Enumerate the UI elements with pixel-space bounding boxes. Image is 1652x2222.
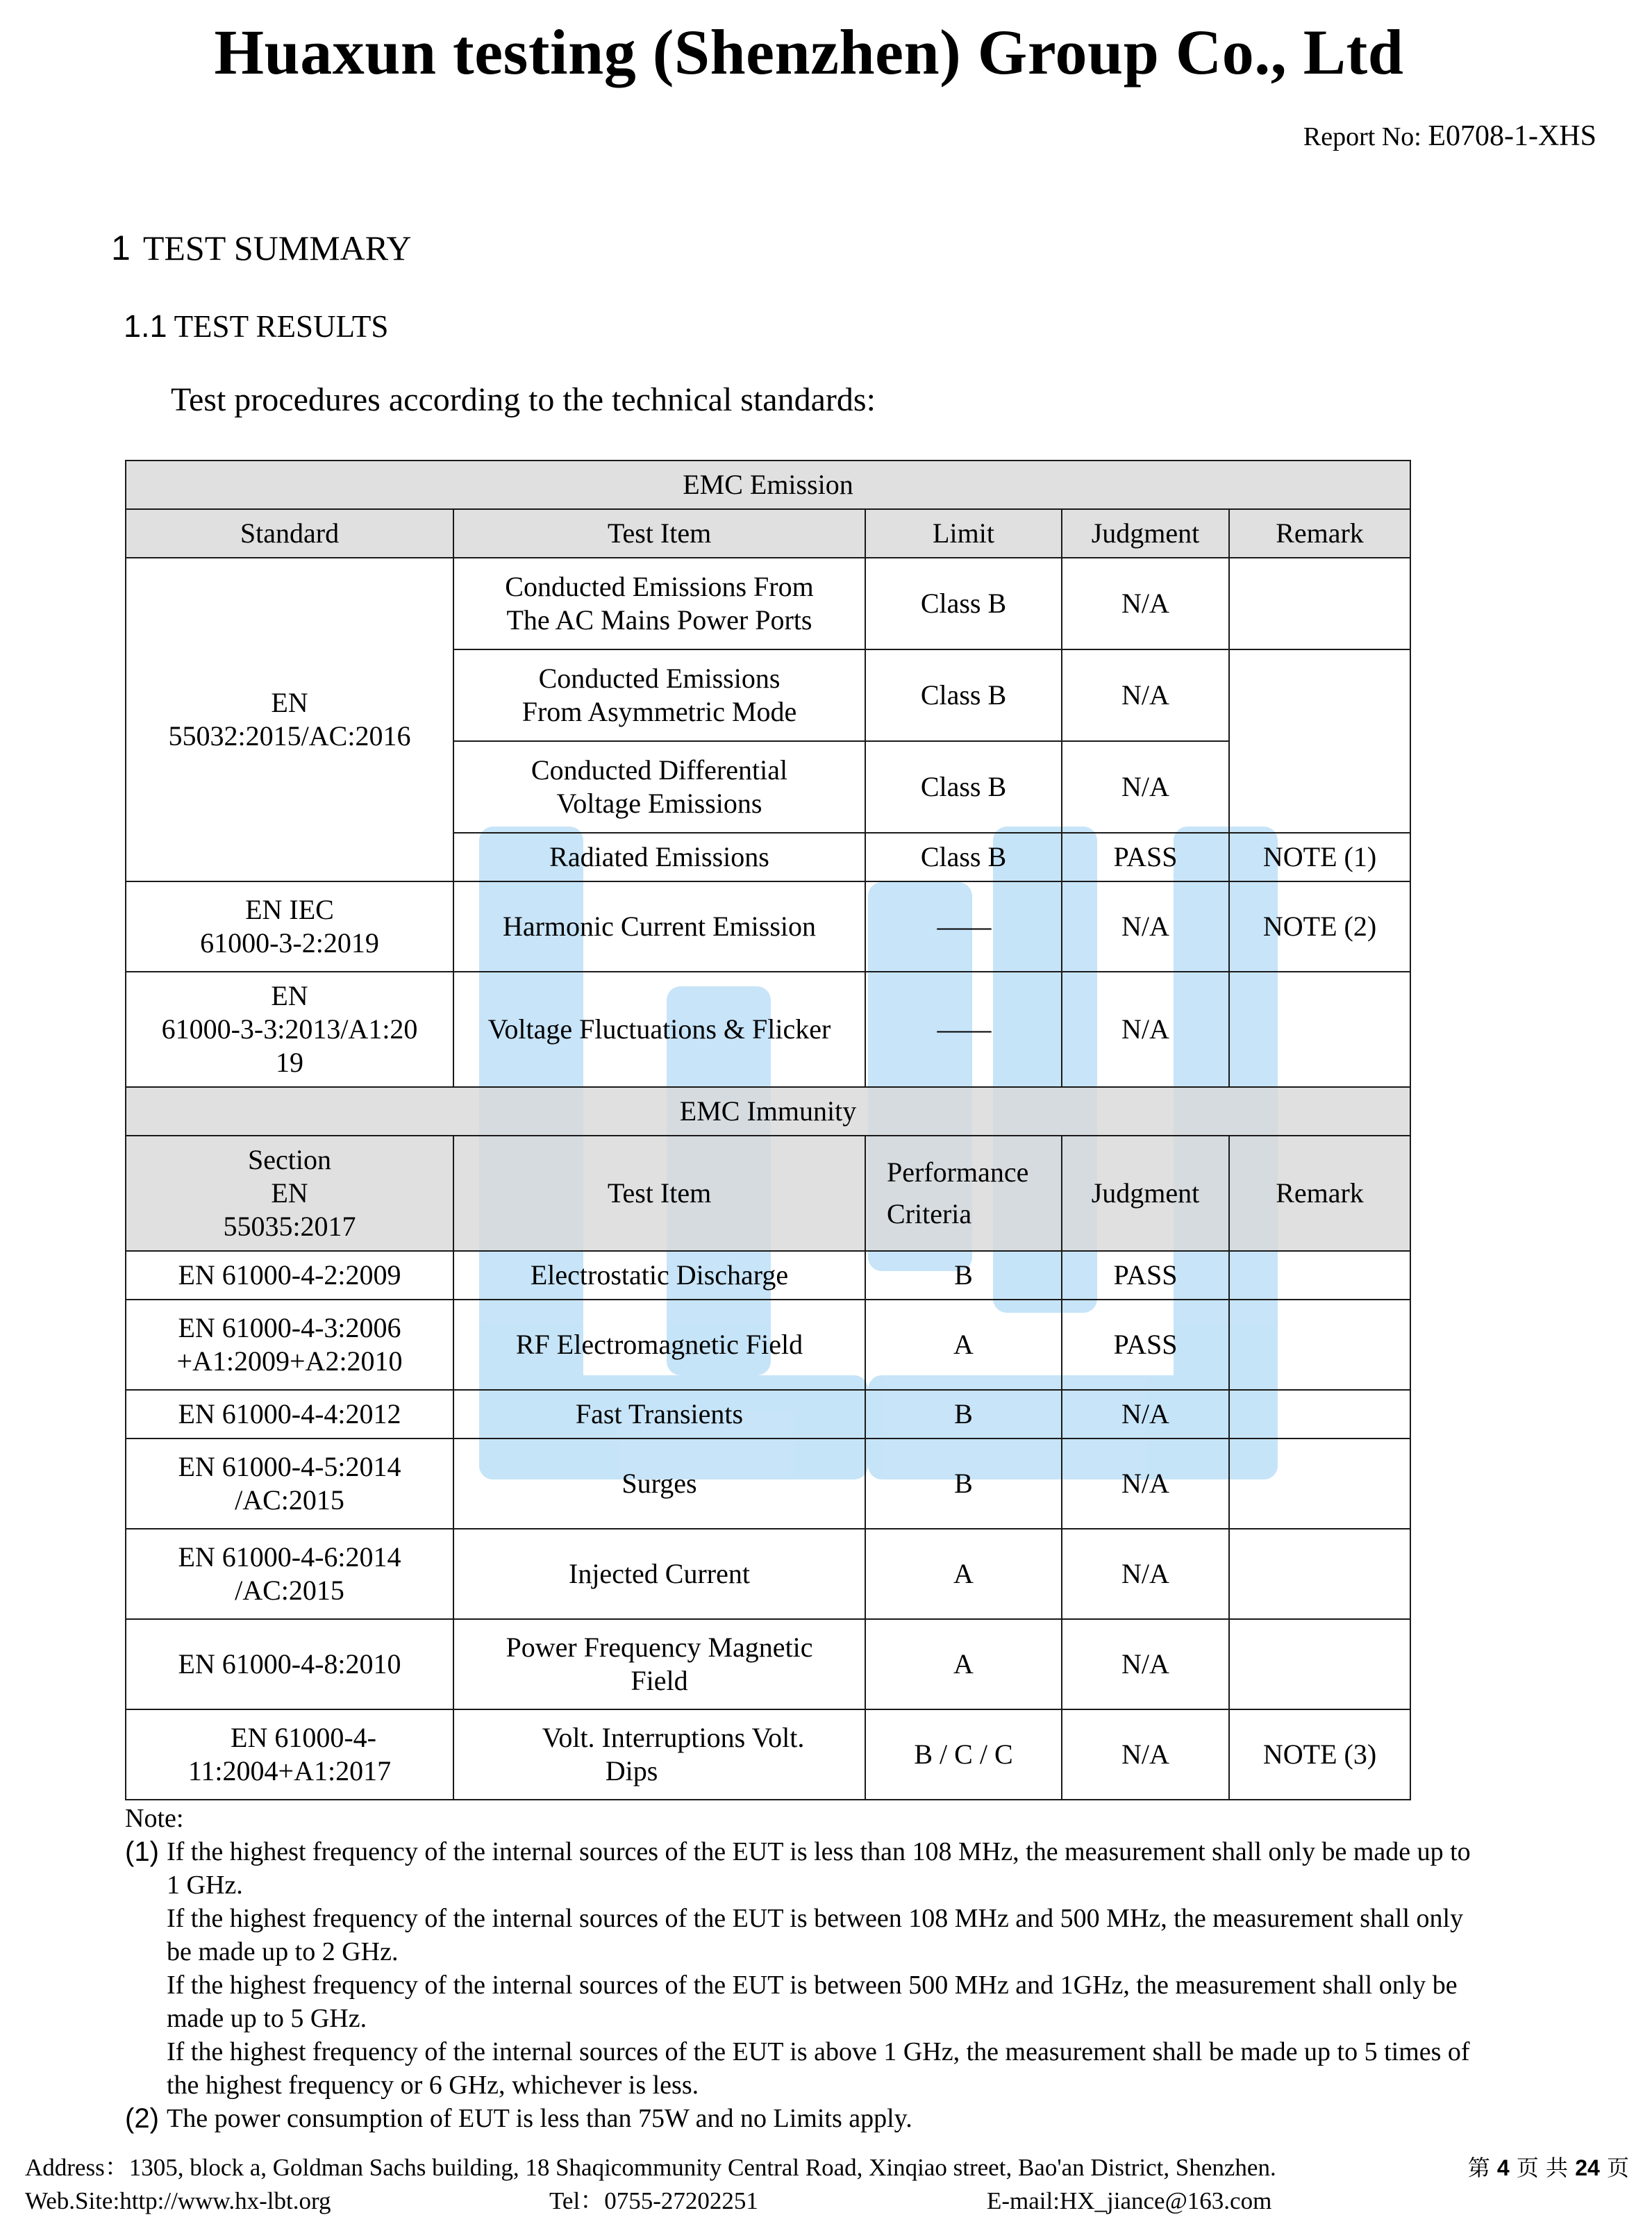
heading-text: TEST RESULTS [174, 309, 389, 344]
remark-cell: NOTE (1) [1229, 833, 1410, 881]
column-header [865, 1136, 1062, 1251]
column-header-line: Section [248, 1144, 331, 1175]
heading-number: 1 [111, 229, 131, 267]
remark-cell [1229, 1390, 1410, 1439]
standard-line: +A1:2009+A2:2010 [176, 1345, 403, 1377]
standard-line: 19 [276, 1047, 303, 1078]
notes-title: Note: [125, 1804, 184, 1833]
test-results-table [125, 460, 1411, 1800]
note-line: If the highest frequency of the internal sources of the EUT is between 500 MHz and 1GHz, the measurement shall only be made up to 5 GHz. [167, 1971, 1458, 2033]
column-header-line: Performance [887, 1156, 1029, 1188]
note-line: If the highest frequency of the internal sources of the EUT is between 108 MHz and 500 MHz, the measurement shall only be made up to 2 GHz. [167, 1904, 1464, 1966]
standard-line: /AC:2015 [235, 1484, 344, 1516]
standard-line: EN 61000-4-3:2006 [178, 1312, 401, 1343]
limit-cell: Class B [865, 741, 1062, 833]
page-prefix: 第 [1467, 2155, 1490, 2181]
section-title-emission: EMC Emission [126, 461, 1410, 509]
standard-cell [126, 1709, 453, 1800]
heading-text: TEST SUMMARY [142, 229, 412, 267]
remark-cell [1229, 1439, 1410, 1529]
test-item-line: Power Frequency Magnetic [506, 1632, 813, 1663]
criteria-cell: B [865, 1439, 1062, 1529]
standard-cell [126, 1439, 453, 1529]
column-header-line: 55035:2017 [223, 1211, 356, 1242]
standard-line: EN [271, 687, 308, 718]
test-item-cell: Harmonic Current Emission [453, 881, 865, 972]
standard-cell [126, 558, 453, 881]
test-item-cell: Voltage Fluctuations & Flicker [453, 972, 865, 1087]
test-item-line: Voltage Emissions [556, 788, 762, 819]
judgment-cell: N/A [1062, 558, 1229, 649]
footer-tel: Tel：0755-27202251 [549, 2187, 758, 2214]
standard-cell [126, 1529, 453, 1619]
table-row [126, 558, 1410, 649]
criteria-cell: B [865, 1390, 1062, 1439]
remark-cell [1229, 1251, 1410, 1300]
test-item-cell: Injected Current [453, 1529, 865, 1619]
page-suffix: 页 [1606, 2155, 1629, 2181]
intro-text: Test procedures according to the technical standards: [171, 381, 876, 418]
note-item [125, 1835, 1479, 2102]
remark-cell: NOTE (3) [1229, 1709, 1410, 1800]
page-footer [25, 2151, 1629, 2218]
standard-cell [126, 972, 453, 1087]
table-row [126, 1529, 1410, 1619]
standard-cell: EN 61000-4-8:2010 [126, 1619, 453, 1709]
standard-line: EN 61000-4-6:2014 [178, 1541, 401, 1573]
footer-website: Web.Site:http://www.hx-lbt.org [25, 2187, 331, 2214]
note-marker: (1) [125, 1837, 159, 1867]
table-row [126, 972, 1410, 1087]
company-title: Huaxun testing (Shenzhen) Group Co., Ltd [214, 17, 1404, 88]
test-item-cell: Electrostatic Discharge [453, 1251, 865, 1300]
test-item-line: Volt. Interruptions Volt. [542, 1722, 805, 1753]
table-row [126, 1251, 1410, 1300]
limit-cell: —— [865, 881, 1062, 972]
test-item-line: Conducted Emissions [538, 663, 781, 694]
judgment-cell: N/A [1062, 1619, 1229, 1709]
judgment-cell: N/A [1062, 1529, 1229, 1619]
note-line: The power consumption of EUT is less than 75W and no Limits apply. [167, 2104, 912, 2133]
table-row [126, 1439, 1410, 1529]
judgment-cell: N/A [1062, 1439, 1229, 1529]
note-body [167, 1835, 1479, 2102]
column-header: Remark [1229, 1136, 1410, 1251]
judgment-cell: N/A [1062, 1709, 1229, 1800]
judgment-cell: N/A [1062, 881, 1229, 972]
table-row [126, 1709, 1410, 1800]
report-number-label: Report No: [1303, 122, 1421, 151]
column-header: Limit [865, 509, 1062, 558]
test-item-cell [453, 741, 865, 833]
heading-test-summary [111, 228, 411, 268]
test-item-cell [453, 1709, 865, 1800]
column-header: Judgment [1062, 509, 1229, 558]
limit-cell: —— [865, 972, 1062, 1087]
column-header [126, 1136, 453, 1251]
remark-cell [1229, 649, 1410, 833]
test-item-cell [453, 558, 865, 649]
column-header: Test Item [453, 509, 865, 558]
standard-line: EN 61000-4-5:2014 [178, 1451, 401, 1482]
note-item [125, 2102, 1479, 2135]
footer-email: E-mail:HX_jiance@163.com [987, 2187, 1272, 2214]
remark-cell [1229, 558, 1410, 649]
standard-cell: EN 61000-4-2:2009 [126, 1251, 453, 1300]
limit-cell: Class B [865, 558, 1062, 649]
criteria-cell: A [865, 1529, 1062, 1619]
standard-line: EN 61000-4- [231, 1722, 376, 1753]
column-header-line: Criteria [887, 1198, 972, 1229]
test-item-cell [453, 649, 865, 741]
column-header-line: EN [271, 1177, 308, 1209]
limit-cell: Class B [865, 649, 1062, 741]
heading-number: 1.1 [124, 308, 167, 344]
remark-cell [1229, 1300, 1410, 1390]
standard-line: 61000-3-2:2019 [200, 927, 379, 959]
footer-address: Address：1305, block a, Goldman Sachs building, 18 Shaqicommunity Central Road, Xinqiao street, Bao'an District, Shenzhen. [25, 2154, 1276, 2181]
section-title-immunity: EMC Immunity [126, 1087, 1410, 1136]
column-header: Test Item [453, 1136, 865, 1251]
judgment-cell: N/A [1062, 1390, 1229, 1439]
note-line: If the highest frequency of the internal sources of the EUT is above 1 GHz, the measurement shall be made up to 5 times of the highest frequency or 6 GHz, whichever is less. [167, 2037, 1470, 2100]
table-row [126, 1390, 1410, 1439]
test-item-cell: Fast Transients [453, 1390, 865, 1439]
heading-test-results [124, 308, 388, 345]
table-row [126, 1619, 1410, 1709]
judgment-cell: PASS [1062, 833, 1229, 881]
table-row [126, 1300, 1410, 1390]
column-header: Remark [1229, 509, 1410, 558]
notes-section [125, 1802, 1479, 2135]
test-item-line: From Asymmetric Mode [522, 696, 797, 727]
remark-cell [1229, 1619, 1410, 1709]
test-item-line: Dips [605, 1755, 658, 1786]
judgment-cell: N/A [1062, 649, 1229, 741]
report-number [1303, 119, 1596, 153]
standard-cell [126, 1300, 453, 1390]
column-header: Standard [126, 509, 453, 558]
judgment-cell: PASS [1062, 1251, 1229, 1300]
judgment-cell: N/A [1062, 741, 1229, 833]
judgment-cell: PASS [1062, 1300, 1229, 1390]
limit-cell: Class B [865, 833, 1062, 881]
remark-cell [1229, 972, 1410, 1087]
page-middle: 页 共 [1516, 2155, 1569, 2181]
test-item-line: Field [631, 1665, 688, 1696]
standard-line: 61000-3-3:2013/A1:20 [161, 1013, 418, 1045]
test-item-line: Conducted Differential [531, 754, 788, 786]
standard-cell: EN 61000-4-4:2012 [126, 1390, 453, 1439]
test-item-cell: Surges [453, 1439, 865, 1529]
note-body [167, 2102, 1479, 2135]
remark-cell [1229, 1529, 1410, 1619]
report-number-value: E0708-1-XHS [1428, 120, 1596, 152]
column-header: Judgment [1062, 1136, 1229, 1251]
criteria-cell: B / C / C [865, 1709, 1062, 1800]
page-current: 4 [1496, 2155, 1510, 2180]
standard-line: /AC:2015 [235, 1575, 344, 1606]
criteria-cell: A [865, 1619, 1062, 1709]
standard-cell [126, 881, 453, 972]
note-line: If the highest frequency of the internal sources of the EUT is less than 108 MHz, the measurement shall only be made up to 1 GHz. [167, 1837, 1471, 1900]
table-row [126, 881, 1410, 972]
standard-line: EN IEC [245, 894, 334, 925]
criteria-cell: A [865, 1300, 1062, 1390]
test-item-line: The AC Mains Power Ports [506, 604, 812, 636]
remark-cell: NOTE (2) [1229, 881, 1410, 972]
note-marker: (2) [125, 2103, 159, 2134]
page-indicator [1468, 2151, 1629, 2184]
judgment-cell: N/A [1062, 972, 1229, 1087]
test-item-cell: RF Electromagnetic Field [453, 1300, 865, 1390]
criteria-cell: B [865, 1251, 1062, 1300]
standard-line: EN [271, 980, 308, 1011]
test-item-cell [453, 1619, 865, 1709]
page-total: 24 [1575, 2155, 1600, 2180]
standard-line: 55032:2015/AC:2016 [168, 720, 411, 752]
standard-line: 11:2004+A1:2017 [187, 1755, 392, 1786]
test-item-cell: Radiated Emissions [453, 833, 865, 881]
test-item-line: Conducted Emissions From [505, 571, 814, 602]
